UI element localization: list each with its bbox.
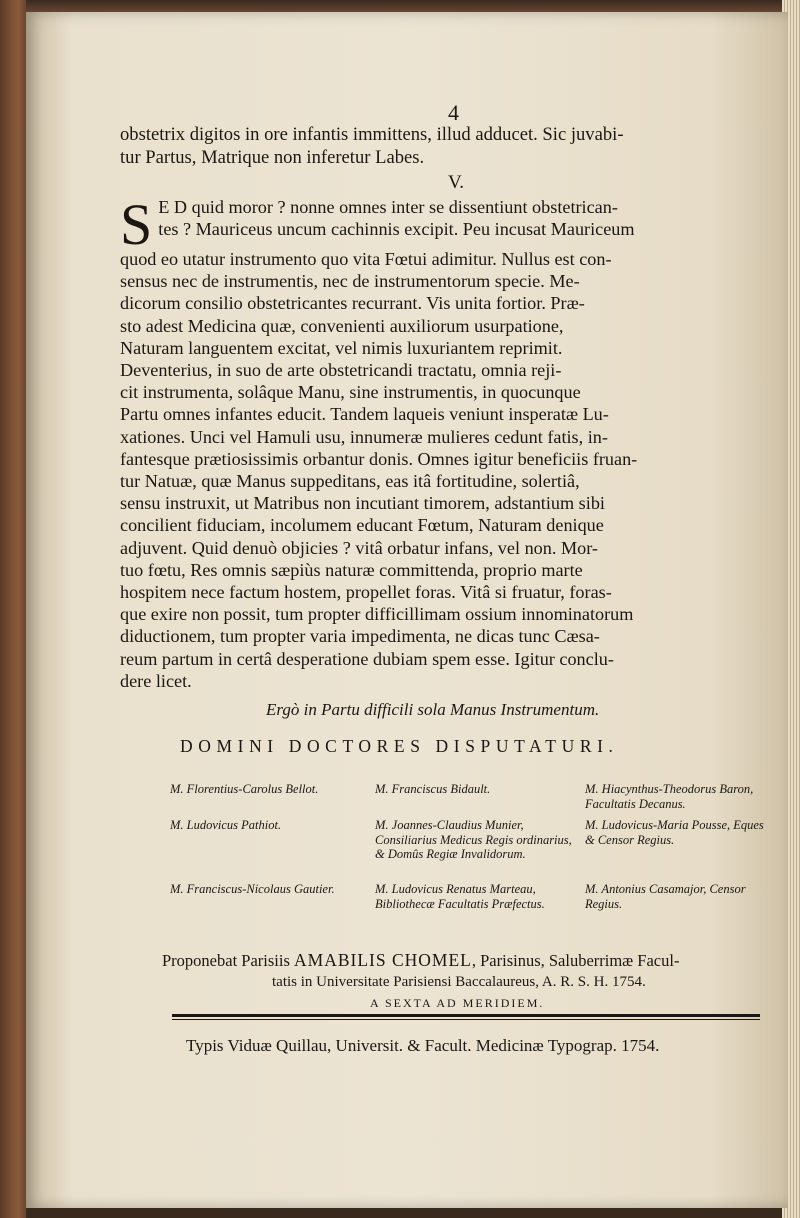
text-line: sensus nec de instrumentis, nec de instrumentorum specie. Me- <box>120 271 580 292</box>
doctors-heading: DOMINI DOCTORES DISPUTATURI. <box>180 736 619 756</box>
text-line: E D quid moror ? nonne omnes inter se dissentiunt obstetrican- <box>158 197 618 217</box>
printer-imprint: Typis Viduæ Quillau, Universit. & Facult. Medicinæ Typograp. 1754. <box>186 1036 660 1055</box>
respondent-line <box>162 950 679 971</box>
text-line: tuo fœtu, Res omnis sæpiùs naturæ committenda, proprio marte <box>120 559 583 580</box>
university-line: tatis in Universitate Parisiensi Baccalaureus, A. R. S. H. 1754. <box>272 974 646 990</box>
doctor-entry: M. Franciscus-Nicolaus Gautier. <box>170 882 335 896</box>
text-line: diductionem, tum propter varia impedimenta, ne dicas tunc Cæsa- <box>120 626 600 647</box>
text-line: xationes. Unci vel Hamuli usu, innumeræ mulieres cedunt fatis, in- <box>120 426 608 447</box>
divider-rule <box>172 1014 760 1017</box>
doctor-entry: M. Joannes-Claudius Munier, Consiliarius Medicus Regis ordinarius, & Domûs Regiæ Invalidorum. <box>375 818 572 861</box>
text-line: sto adest Medicina quæ, convenienti auxiliorum usurpatione, <box>120 315 564 336</box>
main-paragraph <box>120 192 760 692</box>
respondent-name: AMABILIS CHOMEL <box>294 950 472 970</box>
text-line: fantesque prætiosissimis orbantur donis. Omnes igitur beneficiis fruan- <box>120 448 638 469</box>
section-number: V. <box>448 172 465 193</box>
doctor-entry: M. Franciscus Bidault. <box>375 782 491 796</box>
text-line: Deventerius, in suo de arte obstetricandi tractatu, omnia reji- <box>120 360 562 381</box>
text-line: concilient fiduciam, incolumem educant Fœtum, Naturam denique <box>120 515 604 536</box>
text-line: quod eo utatur instrumento quo vita Fœtui adimitur. Nullus est con- <box>120 249 612 269</box>
text-line: Naturam languentem excitat, vel nimis luxuriantem reprimit. <box>120 337 563 358</box>
drop-cap: S <box>120 192 153 257</box>
conclusion-thesis: Ergò in Partu difficili sola Manus Instrumentum. <box>266 700 600 719</box>
text-line: dere licet. <box>120 670 192 691</box>
text-line: tur Partus, Matrique non inferetur Labes. <box>120 146 425 168</box>
doctor-entry: M. Ludovicus-Maria Pousse, Eques & Censor Regius. <box>585 818 764 847</box>
doctor-entry: M. Florentius-Carolus Bellot. <box>170 782 319 796</box>
text-line: tes ? Mauriceus uncum cachinnis excipit. Peu incusat Mauriceum <box>158 219 635 240</box>
text-line: adjuvent. Quid denuò objicies ? vitâ orbatur infans, vel non. Mor- <box>120 537 598 558</box>
text-line: reum partum in certâ desperatione dubiam spem esse. Igitur conclu- <box>120 648 614 669</box>
book-binding <box>0 0 26 1218</box>
text-line: tur Natuæ, quæ Manus suppeditans, eas itâ fortitudine, solertiâ, <box>120 471 580 492</box>
divider-rule-thin <box>172 1019 760 1020</box>
page-number: 4 <box>448 100 459 125</box>
text-line: que exire non possit, tum propter difficillimam ossium innominatorum <box>120 604 634 625</box>
doctor-entry: M. Hiacynthus-Theodorus Baron, Facultatis Decanus. <box>585 782 754 811</box>
text-line: dicorum consilio obstetricantes recurrant. Vis unita fortior. Præ- <box>120 293 585 314</box>
disputation-hours: A SEXTA AD MERIDIEM. <box>370 996 545 1010</box>
text-line: Partu omnes infantes educit. Tandem laqueis veniunt insperatæ Lu- <box>120 404 609 425</box>
doctor-entry: M. Ludovicus Pathiot. <box>170 818 282 832</box>
text-line: sensu instruxit, ut Matribus non incutiant timorem, adstantium sibi <box>120 493 605 514</box>
doctor-entry: M. Ludovicus Renatus Marteau, Bibliothecæ Facultatis Præfectus. <box>375 882 545 911</box>
text-line: obstetrix digitos in ore infantis immittens, illud adducet. Sic juvabi- <box>120 124 624 145</box>
text-line: hospitem nece factum hostem, propellet foras. Vitâ si fruatur, foras- <box>120 582 612 603</box>
proponebat-suffix: , Parisinus, Saluberrimæ Facul- <box>471 951 680 970</box>
continuation-text <box>120 124 760 169</box>
doctor-entry: M. Antonius Casamajor, Censor Regius. <box>585 882 746 911</box>
proponebat-prefix: Proponebat Parisiis <box>162 951 294 970</box>
text-line: cit instrumenta, solâque Manu, sine instrumentis, in quocunque <box>120 382 581 403</box>
